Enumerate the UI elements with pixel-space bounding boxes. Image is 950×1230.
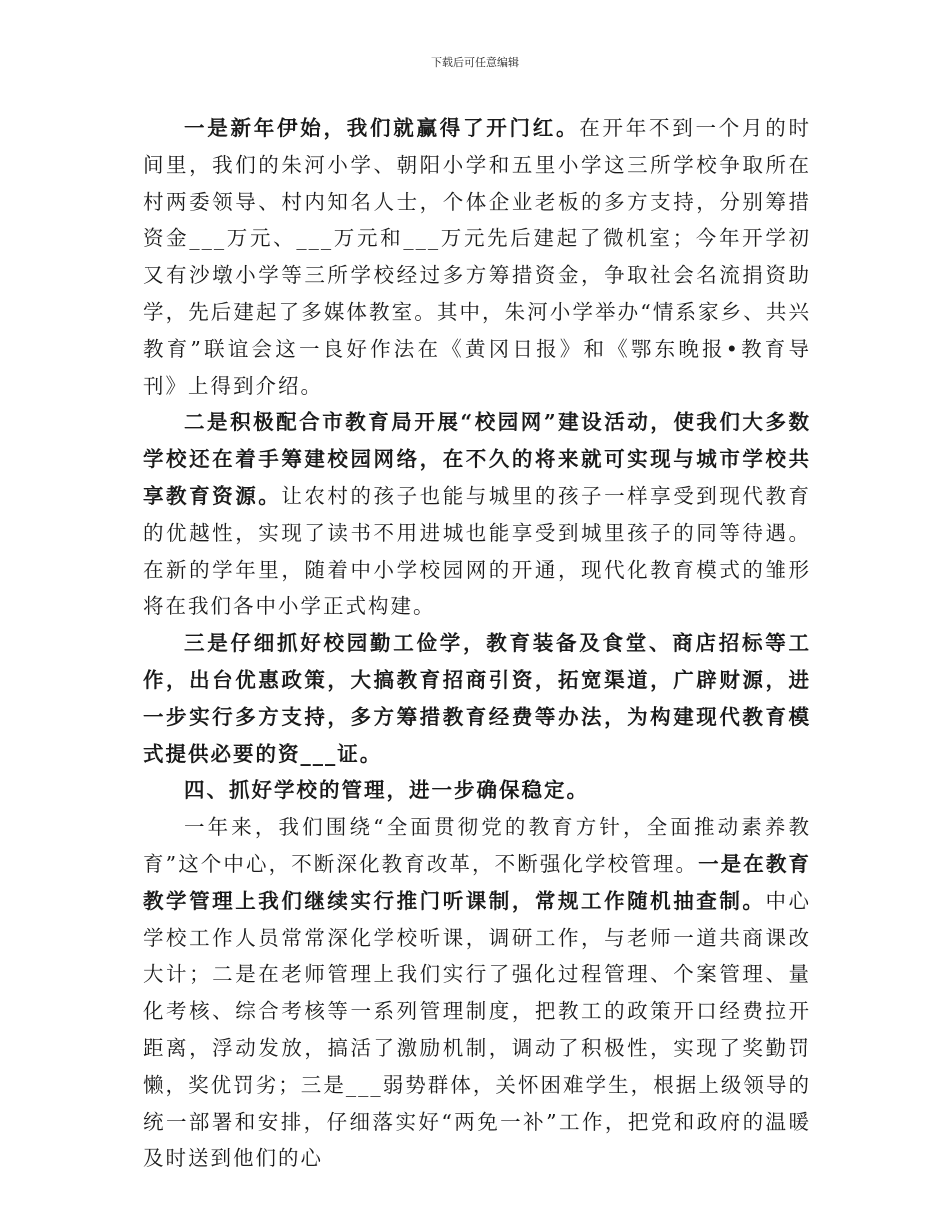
section-heading-4 [143,772,811,809]
paragraph-5-lead: 一是在教育教学管理上我们继续实行推门听课制，常规工作随机抽查制。 [143,851,811,913]
paragraph-3-lead: 三是仔细抓好校园勤工俭学，教育装备及食堂、商店招标等工作，出台优惠政策，大搞教育招商引资，拓宽渠道，广辟财源，进一步实行多方支持，多方筹措教育经费等办法，为构建现代教育模式提供必要的资___证。 [143,631,811,766]
paragraph-2-lead: 二是积极配合市教育局开展“校园网”建设活动，使我们大多数学校还在着手筹建校园网络，在不久的将来就可实现与城市学校共享教育资源。 [143,410,811,508]
paragraph-2-text: 让农村的孩子也能与城里的孩子一样享受到现代教育的优越性，实现了读书不用进城也能享受到城里孩子的同等待遇。在新的学年里，随着中小学校园网的开通，现代化教育模式的雏形将在我们各中小学正式构建。 [143,483,812,619]
paragraph-2 [143,404,811,625]
section-heading-4-text: 四、抓好学校的管理，进一步确保稳定。 [184,778,589,803]
paragraph-5-text: 中心学校工作人员常常深化学校听课，调研工作，与老师一道共商课改大计；二是在老师管理上我们实行了强化过程管理、个案管理、量化考核、综合考核等一系列管理制度，把教工的政策开口经费拉开距离，浮动发放，搞活了激励机制，调动了积极性，实现了奖勤罚懒，奖优罚劣；三是___弱势群体，关怀困难学生，根据上级领导的统一部署和安排，仔细落实好“两免一补”工作，把党和政府的温暖及时送到他们的心 [143,888,812,1171]
page-header: 下载后可任意编辑 [431,56,519,69]
paragraph-5 [143,809,811,1177]
paragraph-3 [143,625,811,772]
paragraph-1 [143,110,811,404]
paragraph-1-lead: 一是新年伊始，我们就赢得了开门红。 [184,116,580,140]
paragraph-5-intro: 一年来，我们围绕“全面贯彻党的教育方针，全面推动素养教育”这个中心，不断深化教育改革，不断强化学校管理。 [143,815,811,876]
paragraph-1-text: 在开年不到一个月的时间里，我们的朱河小学、朝阳小学和五里小学这三所学校争取所在村两委领导、村内知名人士，个体企业老板的多方支持，分别筹措资金___万元、___万元和___万元先后建起了微机室；今年开学初又有沙墩小学等三所学校经过多方筹措资金，争取社会名流捐资助学，先后建起了多媒体教室。其中，朱河小学举办“情系家乡、共兴教育”联谊会这一良好作法在《黄冈日报》和《鄂东晚报•教育导刊》上得到介绍。 [143,116,811,398]
document-body [143,110,811,1177]
